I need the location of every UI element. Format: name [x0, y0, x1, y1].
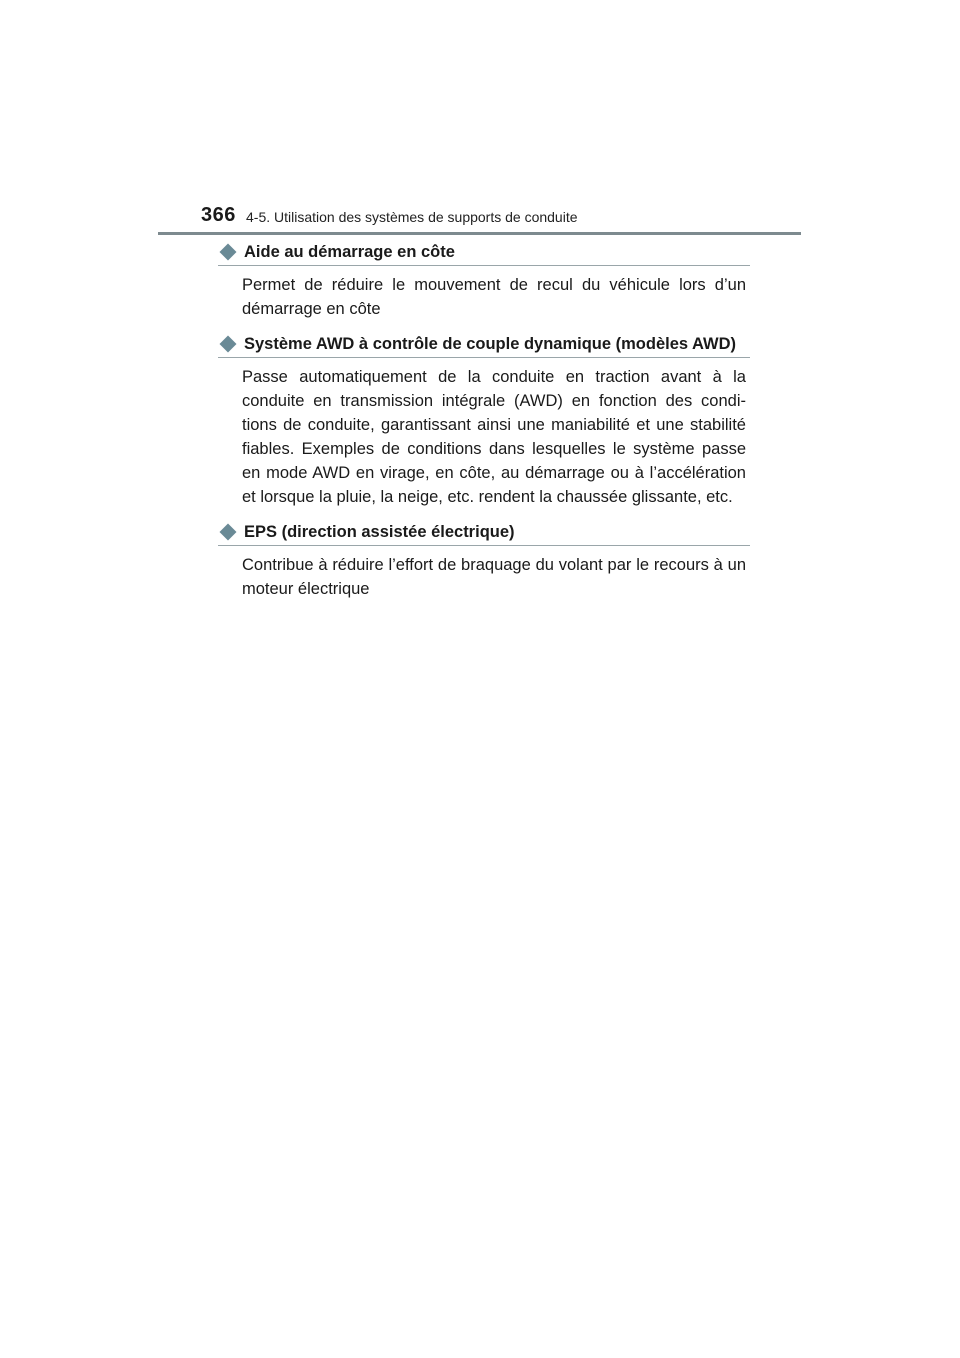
page-number: 366 — [201, 204, 236, 226]
item-eps — [218, 520, 750, 601]
item-hill-start-assist — [218, 240, 750, 321]
item-body: Permet de réduire le mouvement de recul du véhicule lors d’un démarrage en côte — [242, 276, 746, 318]
item-heading — [218, 520, 750, 546]
diamond-bullet-icon — [220, 244, 237, 261]
item-heading-text: EPS (direction assistée électrique) — [244, 522, 515, 541]
item-heading — [218, 240, 750, 266]
item-body: Passe automatiquement de la conduite en traction avant à la conduite en transmission intégrale (AWD) en fonction des condi-tions de conduite, garantissant ainsi une maniabilité et une stabilité fiables. Exemples de conditions dans lesquelles le système passe en mode AWD en virage, en côte, au démarrage ou à l’accélération et lorsque la pluie, la neige, etc. rendent la chaussée glissante, etc. — [242, 368, 746, 506]
diamond-bullet-icon — [220, 336, 237, 353]
item-heading — [218, 332, 750, 358]
item-heading-text: Aide au démarrage en côte — [244, 242, 455, 261]
item-body: Contribue à réduire l’effort de braquage du volant par le recours à un moteur électrique — [242, 556, 746, 598]
section-title: 4-5. Utilisation des systèmes de supports de conduite — [246, 209, 578, 225]
item-awd-system — [218, 332, 750, 509]
item-heading-text: Système AWD à contrôle de couple dynamique (modèles AWD) — [244, 334, 737, 353]
content — [218, 240, 750, 601]
header-rule — [158, 232, 801, 235]
diamond-bullet-icon — [220, 524, 237, 541]
